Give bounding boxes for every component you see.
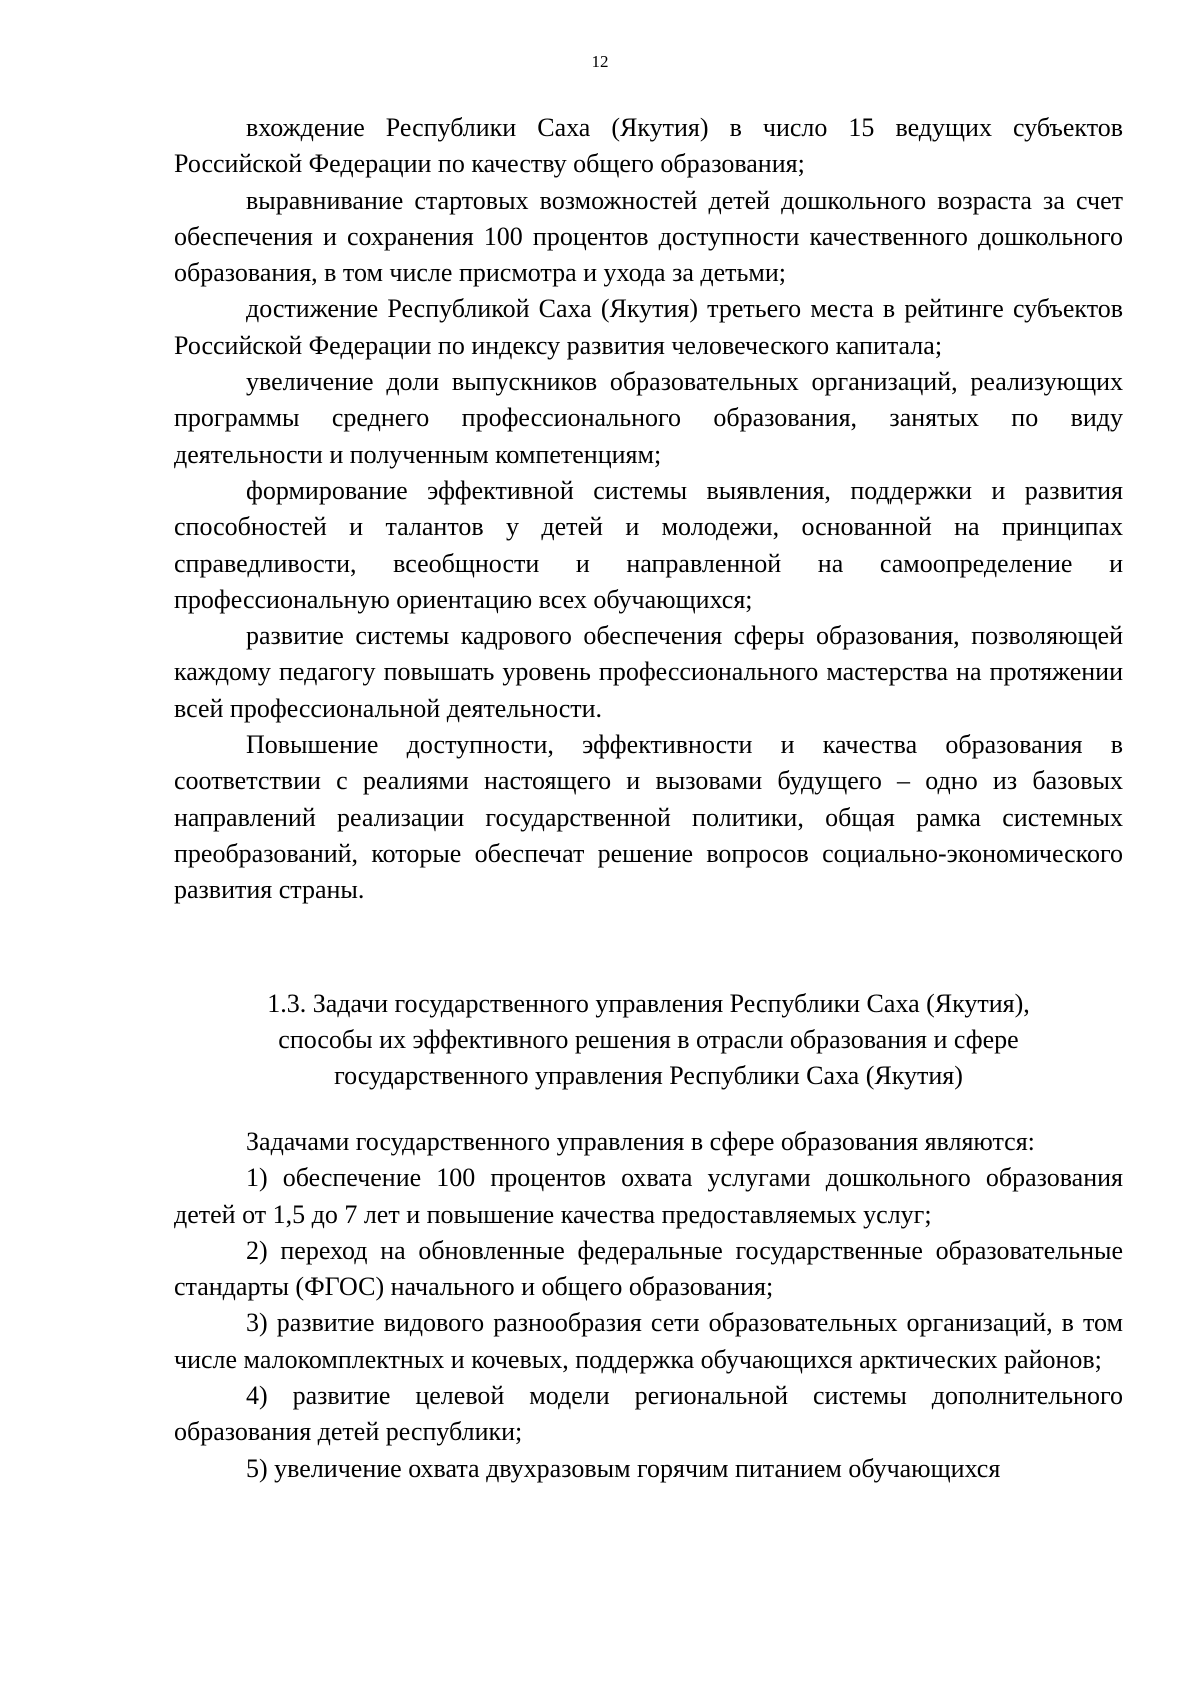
- paragraph-goal-3: достижение Республикой Саха (Якутия) третьего места в рейтинге субъектов Российской Федерации по индексу развития человеческого капитала;: [174, 294, 1123, 360]
- section-heading-line-3: государственного управления Республики Саха (Якутия): [334, 1061, 963, 1090]
- section-heading-line-1: 1.3. Задачи государственного управления Республики Саха (Якутия),: [267, 989, 1030, 1018]
- task-item-3: 3) развитие видового разнообразия сети образовательных организаций, в том числе малокомплектных и кочевых, поддержка обучающихся арктических районов;: [174, 1308, 1123, 1374]
- tasks-intro: Задачами государственного управления в сфере образования являются:: [246, 1127, 1035, 1156]
- paragraph-goal-6: развитие системы кадрового обеспечения сферы образования, позволяющей каждому педагогу повышать уровень профессионального мастерства на протяжении всей профессиональной деятельности.: [174, 621, 1123, 723]
- task-item-4: 4) развитие целевой модели региональной системы дополнительного образования детей республики;: [174, 1381, 1123, 1447]
- paragraph-summary: Повышение доступности, эффективности и качества образования в соответствии с реалиями настоящего и вызовами будущего – одно из базовых направлений реализации государственной политики, общая рамка системных преобразований, которые обеспечат решение вопросов социально-экономического развития страны.: [174, 730, 1123, 905]
- section-heading-line-2: способы их эффективного решения в отрасли образования и сфере: [278, 1025, 1019, 1054]
- paragraph-goal-5: формирование эффективной системы выявления, поддержки и развития способностей и талантов у детей и молодежи, основанной на принципах справедливости, всеобщности и направленной на самоопределение и профессиональную ориентацию всех обучающихся;: [174, 475, 1123, 614]
- task-item-2: 2) переход на обновленные федеральные государственные образовательные стандарты (ФГОС) начального и общего образования;: [174, 1235, 1123, 1302]
- paragraph-goal-2: выравнивание стартовых возможностей детей дошкольного возраста за счет обеспечения и сохранения 100 процентов доступности качественного дошкольного образования, в том числе присмотра и ухода за детьми;: [174, 185, 1123, 288]
- section-heading: [174, 986, 1123, 1094]
- paragraph-goal-4: увеличение доли выпускников образовательных организаций, реализующих программы среднего профессионального образования, занятых по виду деятельности и полученным компетенциям;: [174, 367, 1123, 469]
- goals-text-block: [174, 110, 1123, 909]
- page-number: 12: [591, 52, 609, 71]
- paragraph-goal-1: вхождение Республики Саха (Якутия) в число 15 ведущих субъектов Российской Федерации по качеству общего образования;: [174, 113, 1123, 179]
- task-item-5: 5) увеличение охвата двухразовым горячим питанием обучающихся: [246, 1453, 1001, 1483]
- tasks-text-block: [174, 1124, 1123, 1487]
- task-item-1: 1) обеспечение 100 процентов охвата услугами дошкольного образования детей от 1,5 до 7 лет и повышение качества предоставляемых услуг;: [174, 1163, 1123, 1229]
